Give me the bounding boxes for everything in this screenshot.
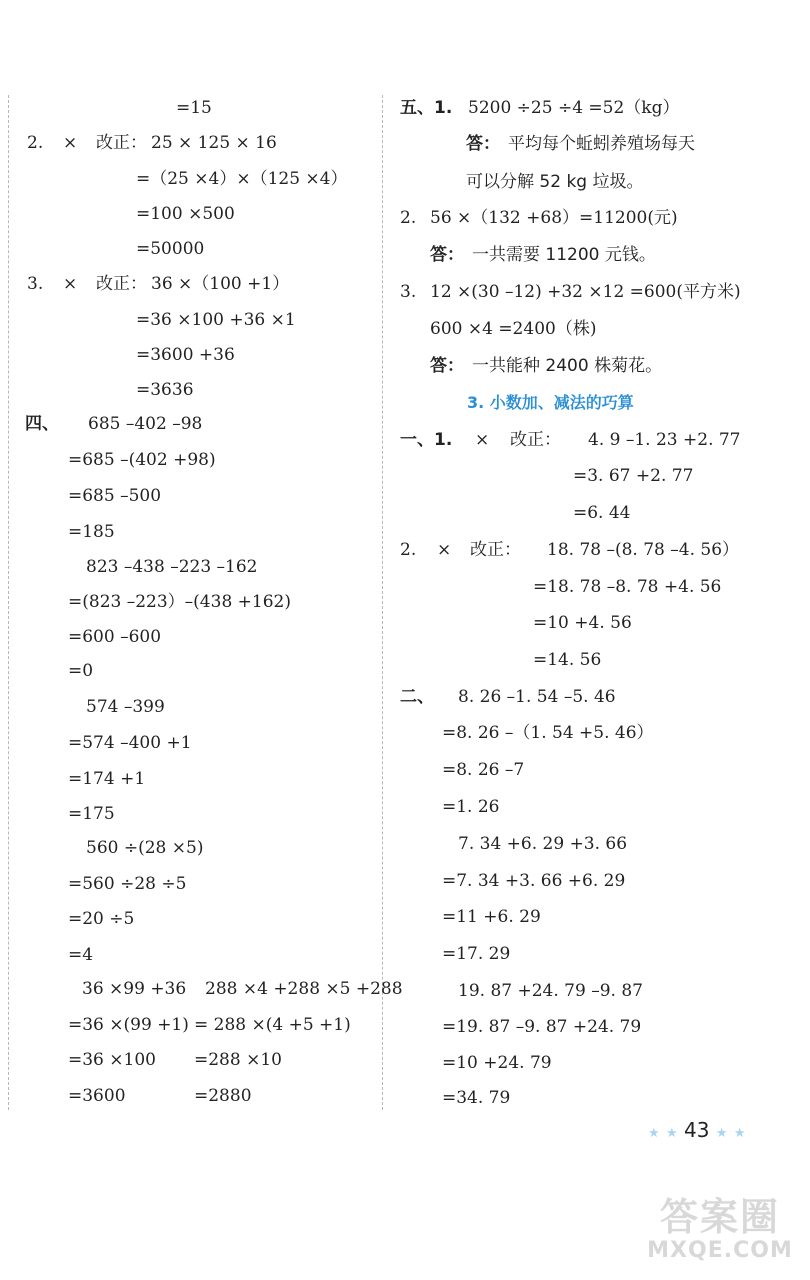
y2-correction-label: 改正： [470,540,521,560]
page-number-value: 43 [684,1118,710,1142]
watermark-text: 答案圈 [659,1195,780,1239]
calc-e-step-1: =36 ×(99 +1) [68,1015,189,1035]
calc-f-expression: 288 ×4 +288 ×5 +288 [205,979,403,999]
calc-c-step-2: =174 +1 [68,769,146,789]
star-icon: ★ [666,1126,678,1141]
calc-e-step-2: =36 ×100 [68,1050,156,1070]
q3-expression-2: 600 ×4 =2400（株) [430,319,597,339]
item-2-wrong-mark: × [63,133,78,153]
q1-answer-text: 平均每个蚯蚓养殖场每天 [508,134,695,154]
calc-g-expression: 8. 26 –1. 54 –5. 46 [458,687,616,707]
left-line-1: =15 [176,98,212,118]
item-3-number: 3. [27,274,44,294]
page-number [648,1118,746,1142]
item-2-expression: 25 × 125 × 16 [151,133,277,153]
item-3-step-1: =36 ×100 +36 ×1 [136,310,296,330]
calc-a-step-3: =185 [68,522,115,542]
y2-number: 2. [400,540,417,560]
item-3-step-3: =3636 [136,380,194,400]
calc-d-expression: 560 ÷(28 ×5) [86,838,204,858]
calc-f-step-3: =2880 [194,1086,252,1106]
calc-c-step-1: =574 –400 +1 [68,733,192,753]
watermark-logo [635,1195,805,1263]
star-icon: ★ [648,1126,660,1141]
calc-g-step-2: =8. 26 –7 [442,760,525,780]
y1-step-1: =3. 67 +2. 77 [573,466,694,486]
item-3-wrong-mark: × [63,274,78,294]
calc-b-step-3: =0 [68,661,94,681]
calc-i-step-2: =10 +24. 79 [442,1053,552,1073]
star-icon: ★ [715,1126,728,1141]
calc-g-step-1: =8. 26 –（1. 54 +5. 46） [442,723,654,743]
q3-expression: 12 ×(30 –12) +32 ×12 =600(平方米) [430,282,741,302]
item-2-number: 2. [27,133,44,153]
item-2-correction-label: 改正： [96,133,147,153]
watermark-domain: MXQE.COM [647,1238,793,1263]
item-3-expression: 36 ×（100 +1） [151,274,290,294]
calc-g-step-3: =1. 26 [442,797,500,817]
y1-step-2: =6. 44 [573,503,631,523]
calc-c-step-3: =175 [68,804,115,824]
calc-i-step-3: =34. 79 [442,1088,511,1108]
q1-expression: 5200 ÷25 ÷4 =52（kg） [468,98,680,118]
calc-a-step-2: =685 –500 [68,486,162,506]
calc-a-expression: 685 –402 –98 [88,414,203,434]
item-3-step-2: =3600 +36 [136,345,235,365]
calc-h-expression: 7. 34 +6. 29 +3. 66 [458,834,628,854]
q2-answer-text: 一共需要 11200 元钱。 [472,245,656,265]
calc-h-step-2: =11 +6. 29 [442,907,541,927]
y1-correction-label: 改正： [510,430,561,450]
calc-i-step-1: =19. 87 –9. 87 +24. 79 [442,1017,642,1037]
left-margin-divider [8,95,9,1110]
calc-h-step-1: =7. 34 +3. 66 +6. 29 [442,871,626,891]
star-icon: ★ [733,1126,746,1141]
y2-expression: 18. 78 –(8. 78 –4. 56） [547,540,740,560]
calc-f-step-1: = 288 ×(4 +5 +1) [194,1015,351,1035]
y2-step-2: =10 +4. 56 [533,613,632,633]
calc-b-step-2: =600 –600 [68,627,162,647]
y1-wrong-mark: × [475,430,490,450]
q1-answer-label: 答： [466,134,500,154]
calc-a-step-1: =685 –(402 +98) [68,450,216,470]
section-five-label: 五、1. [400,98,453,118]
calc-b-step-1: =(823 –223）–(438 +162) [68,592,291,612]
y2-wrong-mark: × [437,540,452,560]
calc-e-expression: 36 ×99 +36 [82,979,187,999]
q3-number: 3. [400,282,417,302]
q3-answer-text: 一共能种 2400 株菊花。 [472,356,663,376]
q1-answer-text-continued: 可以分解 52 kg 垃圾。 [466,172,644,192]
calc-c-expression: 574 –399 [86,697,165,717]
calc-h-step-3: =17. 29 [442,944,511,964]
q3-answer-label: 答： [430,356,464,376]
calc-e-step-3: =3600 [68,1086,126,1106]
section-four-label: 四、 [25,414,59,434]
calc-b-expression: 823 –438 –223 –162 [86,557,258,577]
item-3-correction-label: 改正： [96,274,147,294]
section-heading-decimal-tricks: 3. 小数加、减法的巧算 [467,393,634,412]
q2-number: 2. [400,208,417,228]
section-two-label: 二、 [400,687,434,707]
center-column-divider [382,95,383,1110]
y2-step-1: =18. 78 –8. 78 +4. 56 [533,577,722,597]
item-2-step-2: =100 ×500 [136,204,235,224]
calc-d-step-1: =560 ÷28 ÷5 [68,874,187,894]
y1-expression: 4. 9 –1. 23 +2. 77 [588,430,741,450]
y2-step-3: =14. 56 [533,650,602,670]
calc-d-step-2: =20 ÷5 [68,909,135,929]
q2-expression: 56 ×（132 +68）=11200(元) [430,208,678,228]
section-one-label: 一、1. [400,430,453,450]
item-2-step-1: =（25 ×4）×（125 ×4） [136,169,348,189]
calc-f-step-2: =288 ×10 [194,1050,282,1070]
q2-answer-label: 答： [430,245,464,265]
item-2-step-3: =50000 [136,239,205,259]
calc-i-expression: 19. 87 +24. 79 –9. 87 [458,981,643,1001]
calc-d-step-3: =4 [68,945,94,965]
